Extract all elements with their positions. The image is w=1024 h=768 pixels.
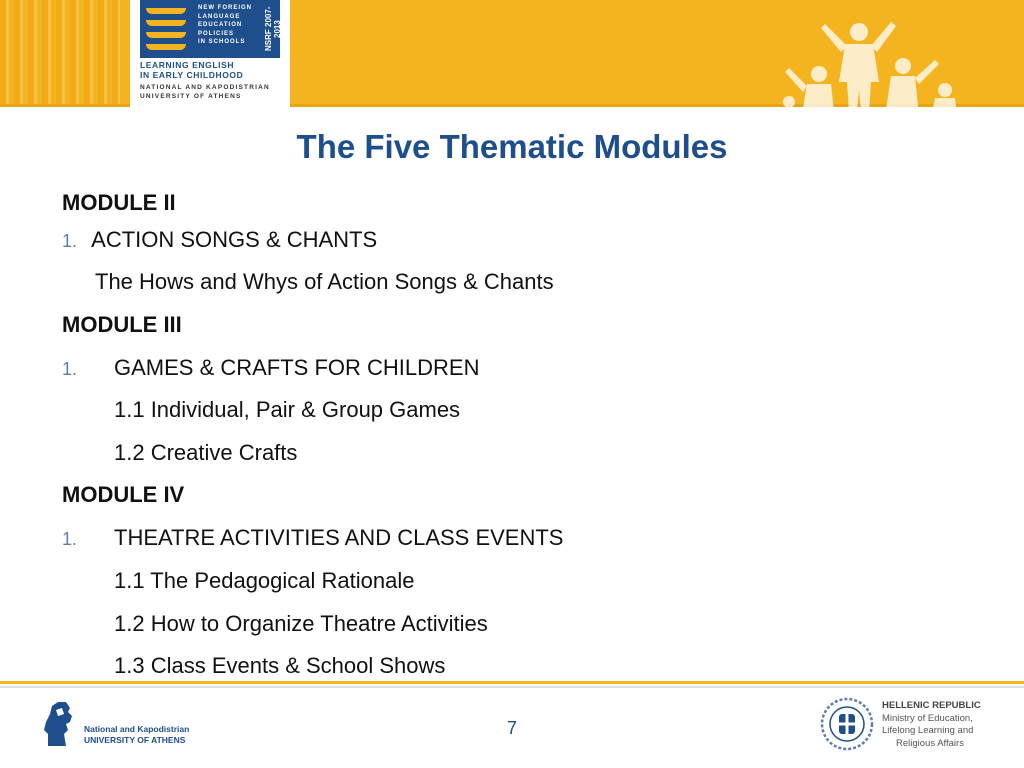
module-iii-item [62, 355, 77, 381]
university-name: National and Kapodistrian UNIVERSITY OF ATHENS [84, 724, 190, 745]
footer-rule [0, 681, 1024, 684]
header-stripes [0, 0, 120, 104]
list-item-text: GAMES & CRAFTS FOR CHILDREN [114, 355, 480, 380]
module-iv-heading: MODULE IV [62, 482, 185, 507]
module-iv-item [62, 525, 77, 551]
logo-subtitle: NATIONAL AND KAPODISTRIAN UNIVERSITY OF ATHENS [140, 84, 270, 100]
module-iii-sub-1: 1.1 Individual, Pair & Group Games [114, 397, 461, 422]
athena-head-icon [40, 700, 80, 748]
module-iii-heading: MODULE III [62, 312, 182, 337]
list-number: 1. [62, 529, 78, 549]
module-iv-sub-1: 1.1 The Pedagogical Rationale [114, 568, 415, 593]
footer-rule-secondary [0, 686, 1024, 688]
module-iv-sub-3: 1.3 Class Events & School Shows [114, 653, 446, 678]
slide-title: The Five Thematic Modules [296, 128, 728, 165]
list-number: 1. [62, 359, 78, 379]
list-item-text: THEATRE ACTIVITIES AND CLASS EVENTS [114, 525, 564, 550]
module-ii-sub: The Hows and Whys of Action Songs & Chants [95, 269, 554, 294]
logo-title: LEARNING ENGLISH IN EARLY CHILDHOOD [140, 60, 244, 80]
module-ii-heading: MODULE II [62, 190, 176, 215]
logo-blue-panel [192, 0, 280, 58]
project-logo [130, 0, 290, 108]
logo-small-text: NEW FOREIGN LANGUAGE EDUCATION POLICIES IN SCHOOLS [198, 5, 252, 46]
ministry-name: HELLENIC REPUBLIC Ministry of Education, Lifelong Learning and Religious Affairs [882, 700, 981, 749]
module-iii-sub-2: 1.2 Creative Crafts [114, 440, 298, 465]
list-number: 1. [62, 231, 78, 251]
book-icon [140, 0, 192, 58]
module-ii-item [62, 227, 377, 253]
list-item-text: ACTION SONGS & CHANTS [91, 227, 378, 252]
module-iv-sub-2: 1.2 How to Organize Theatre Activities [114, 611, 488, 636]
page-number: 7 [506, 718, 517, 738]
logo-nsrf: NSRF 2007-2013 [264, 6, 282, 52]
greek-seal-icon [820, 697, 874, 751]
